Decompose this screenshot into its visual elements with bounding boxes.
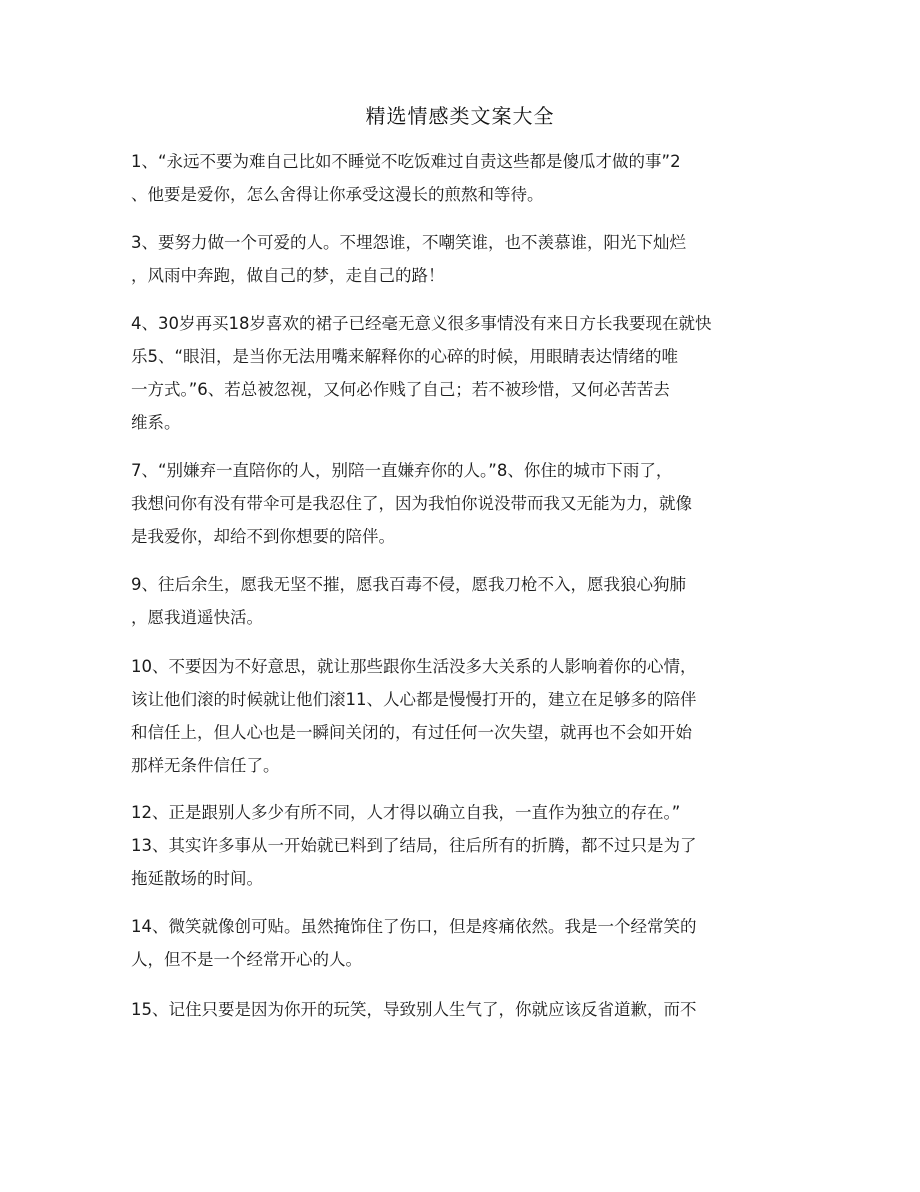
paragraph bbox=[131, 910, 771, 976]
text-line: 14、微笑就像创可贴。虽然掩饰住了伤口，但是疼痛依然。我是一个经常笑的 bbox=[131, 917, 697, 936]
paragraph bbox=[131, 145, 771, 211]
text-line: 是我爱你，却给不到你想要的陪伴。 bbox=[131, 527, 395, 546]
text-line: 7、“别嫌弃一直陪你的人，别陪一直嫌弃你的人。”8、你住的城市下雨了， bbox=[131, 461, 673, 480]
text-line: 人，但不是一个经常开心的人。 bbox=[131, 950, 362, 969]
document-title: 精选情感类文案大全 bbox=[365, 104, 555, 128]
paragraph bbox=[131, 226, 771, 292]
text-line: 一方式。”6、若总被忽视，又何必作贱了自己；若不被珍惜，又何必苦苦去 bbox=[131, 380, 670, 399]
text-line: 12、正是跟别人多少有所不同，人才得以确立自我，一直作为独立的存在。” bbox=[131, 803, 681, 822]
text-line: 那样无条件信任了。 bbox=[131, 756, 280, 775]
text-line: 该让他们滚的时候就让他们滚11、人心都是慢慢打开的，建立在足够多的陪伴 bbox=[131, 690, 697, 709]
paragraph bbox=[131, 993, 771, 1026]
text-line: 维系。 bbox=[131, 413, 181, 432]
text-line: 、他要是爱你，怎么舍得让你承受这漫长的煎熬和等待。 bbox=[131, 185, 544, 204]
paragraph bbox=[131, 307, 771, 439]
text-line: 乐5、“眼泪，是当你无法用嘴来解释你的心碎的时候，用眼睛表达情绪的唯 bbox=[131, 347, 679, 366]
text-line: 13、其实许多事从一开始就已料到了结局，往后所有的折腾，都不过只是为了 bbox=[131, 836, 697, 855]
paragraph bbox=[131, 650, 771, 782]
text-line: 10、不要因为不好意思，就让那些跟你生活没多大关系的人影响着你的心情， bbox=[131, 657, 697, 676]
paragraph bbox=[131, 568, 771, 634]
paragraph bbox=[131, 796, 771, 895]
text-line: 我想问你有没有带伞可是我忍住了，因为我怕你说没带而我又无能为力，就像 bbox=[131, 494, 692, 513]
text-line: ，风雨中奔跑，做自己的梦，走自己的路！ bbox=[131, 266, 445, 285]
text-line: 和信任上，但人心也是一瞬间关闭的，有过任何一次失望，就再也不会如开始 bbox=[131, 723, 692, 742]
text-line: 1、“永远不要为难自己比如不睡觉不吃饭难过自责这些都是傻瓜才做的事”2 bbox=[131, 152, 681, 171]
text-line: 9、往后余生，愿我无坚不摧，愿我百毒不侵，愿我刀枪不入，愿我狼心狗肺 bbox=[131, 575, 686, 594]
text-line: 拖延散场的时间。 bbox=[131, 869, 263, 888]
paragraph bbox=[131, 454, 771, 553]
text-line: 4、30岁再买18岁喜欢的裙子已经毫无意义很多事情没有来日方长我要现在就快 bbox=[131, 314, 712, 333]
text-line: ，愿我逍遥快活。 bbox=[131, 608, 263, 627]
text-line: 3、要努力做一个可爱的人。不埋怨谁，不嘲笑谁，也不羡慕谁，阳光下灿烂 bbox=[131, 233, 686, 252]
text-line: 15、记住只要是因为你开的玩笑，导致别人生气了，你就应该反省道歉，而不 bbox=[131, 1000, 697, 1019]
